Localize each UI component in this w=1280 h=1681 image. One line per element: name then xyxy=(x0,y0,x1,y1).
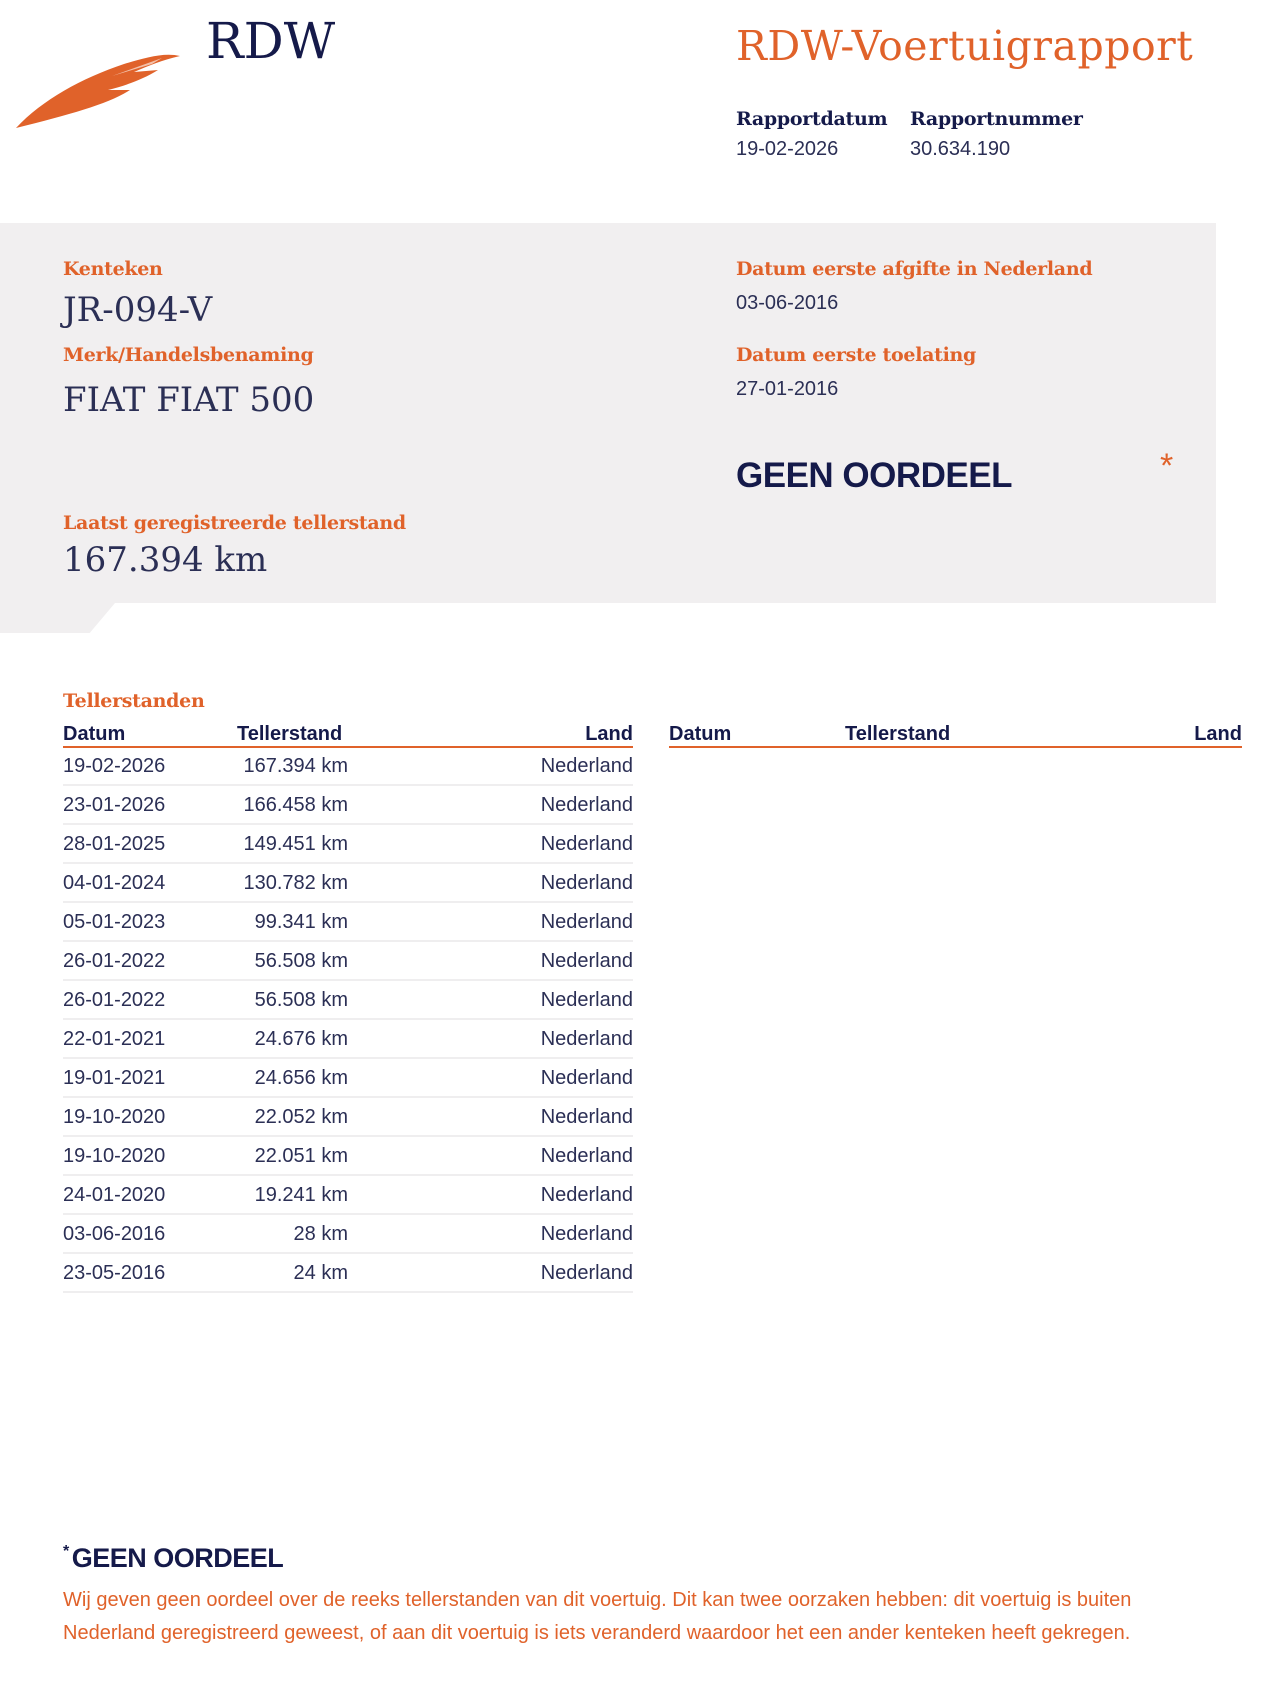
row-date: 03-06-2016 xyxy=(63,1223,166,1245)
table-header-rule-2 xyxy=(669,746,1242,748)
row-country: Nederland xyxy=(540,794,633,816)
odometer-value: 167.394 km xyxy=(63,540,268,580)
row-odometer: 22.051 km xyxy=(254,1145,348,1167)
row-odometer: 130.782 km xyxy=(243,872,348,894)
row-date: 04-01-2024 xyxy=(63,872,166,894)
footnote-title-text: GEEN OORDEEL xyxy=(71,1543,284,1573)
row-date: 26-01-2022 xyxy=(63,989,166,1011)
row-country: Nederland xyxy=(540,950,633,972)
brand-name: RDW xyxy=(206,12,336,70)
row-odometer: 149.451 km xyxy=(243,833,348,855)
table-row xyxy=(63,1098,633,1137)
table-row xyxy=(63,747,633,786)
row-date: 22-01-2021 xyxy=(63,1028,166,1050)
rdw-logo-icon xyxy=(12,42,182,132)
row-date: 19-10-2020 xyxy=(63,1145,166,1167)
row-date: 28-01-2025 xyxy=(63,833,166,855)
footnote-title xyxy=(63,1543,283,1574)
row-country: Nederland xyxy=(540,1145,633,1167)
row-odometer: 24.676 km xyxy=(254,1028,348,1050)
col-header-date: Datum xyxy=(63,723,126,745)
row-country: Nederland xyxy=(540,911,633,933)
table-row xyxy=(63,825,633,864)
table-row xyxy=(63,864,633,903)
row-country: Nederland xyxy=(540,1223,633,1245)
first-admission-label: Datum eerste toelating xyxy=(736,344,977,366)
row-odometer: 24 km xyxy=(293,1262,348,1284)
row-odometer: 24.656 km xyxy=(254,1067,348,1089)
row-country: Nederland xyxy=(540,755,633,777)
make-label: Merk/Handelsbenaming xyxy=(63,344,314,366)
table-row xyxy=(63,903,633,942)
table-row xyxy=(63,942,633,981)
row-odometer: 167.394 km xyxy=(243,755,348,777)
row-date: 23-05-2016 xyxy=(63,1262,166,1284)
table-row xyxy=(63,1176,633,1215)
row-odometer: 166.458 km xyxy=(243,794,348,816)
report-title: RDW-Voertuigrapport xyxy=(736,22,1194,70)
table-row xyxy=(63,1254,633,1293)
row-odometer: 56.508 km xyxy=(254,989,348,1011)
row-country: Nederland xyxy=(540,833,633,855)
row-odometer: 28 km xyxy=(293,1223,348,1245)
footnote-marker: * xyxy=(63,1543,69,1560)
row-country: Nederland xyxy=(540,1067,633,1089)
row-date: 19-10-2020 xyxy=(63,1106,166,1128)
panel-tab-shape xyxy=(0,603,115,633)
col-header-odometer: Tellerstand xyxy=(237,723,343,745)
row-country: Nederland xyxy=(540,1028,633,1050)
row-date: 05-01-2023 xyxy=(63,911,166,933)
odometer-section-label: Tellerstanden xyxy=(63,690,205,712)
row-country: Nederland xyxy=(540,1262,633,1284)
col-header-country-2: Land xyxy=(1194,723,1242,745)
row-date: 19-02-2026 xyxy=(63,755,166,777)
first-issue-nl-label: Datum eerste afgifte in Nederland xyxy=(736,258,1093,280)
row-country: Nederland xyxy=(540,1106,633,1128)
first-issue-nl-value: 03-06-2016 xyxy=(736,292,839,314)
footnote-text: Wij geven geen oordeel over de reeks tellerstanden van dit voertuig. Dit kan twee oorzaken hebben: dit voertuig is buiten Nederland geregistreerd geweest, of aan dit voertuig is iets veranderd waardoor het een ander kenteken heeft gekregen. xyxy=(63,1589,1132,1644)
col-header-odometer-2: Tellerstand xyxy=(845,723,951,745)
verdict-status: GEEN OORDEEL xyxy=(736,456,1012,495)
table-row xyxy=(63,981,633,1020)
plate-label: Kenteken xyxy=(63,258,163,280)
row-odometer: 56.508 km xyxy=(254,950,348,972)
report-number: 30.634.190 xyxy=(910,138,1011,160)
report-number-label: Rapportnummer xyxy=(910,108,1083,130)
row-odometer: 19.241 km xyxy=(254,1184,348,1206)
report-date-label: Rapportdatum xyxy=(736,108,888,130)
report-date: 19-02-2026 xyxy=(736,138,839,160)
verdict-footnote-marker: * xyxy=(1160,447,1174,485)
row-country: Nederland xyxy=(540,872,633,894)
row-country: Nederland xyxy=(540,1184,633,1206)
row-date: 26-01-2022 xyxy=(63,950,166,972)
col-header-date-2: Datum xyxy=(669,723,732,745)
row-date: 19-01-2021 xyxy=(63,1067,166,1089)
row-date: 24-01-2020 xyxy=(63,1184,166,1206)
table-row xyxy=(63,1215,633,1254)
row-odometer: 99.341 km xyxy=(254,911,348,933)
plate-value: JR-094-V xyxy=(63,290,213,330)
table-row xyxy=(63,1059,633,1098)
col-header-country: Land xyxy=(585,723,633,745)
first-admission-value: 27-01-2016 xyxy=(736,378,839,400)
table-row xyxy=(63,1137,633,1176)
row-date: 23-01-2026 xyxy=(63,794,166,816)
row-odometer: 22.052 km xyxy=(254,1106,348,1128)
make-value: FIAT FIAT 500 xyxy=(63,380,315,420)
table-row xyxy=(63,786,633,825)
row-country: Nederland xyxy=(540,989,633,1011)
odometer-table-body xyxy=(63,747,633,1293)
table-row xyxy=(63,1020,633,1059)
odometer-label: Laatst geregistreerde tellerstand xyxy=(63,512,406,534)
